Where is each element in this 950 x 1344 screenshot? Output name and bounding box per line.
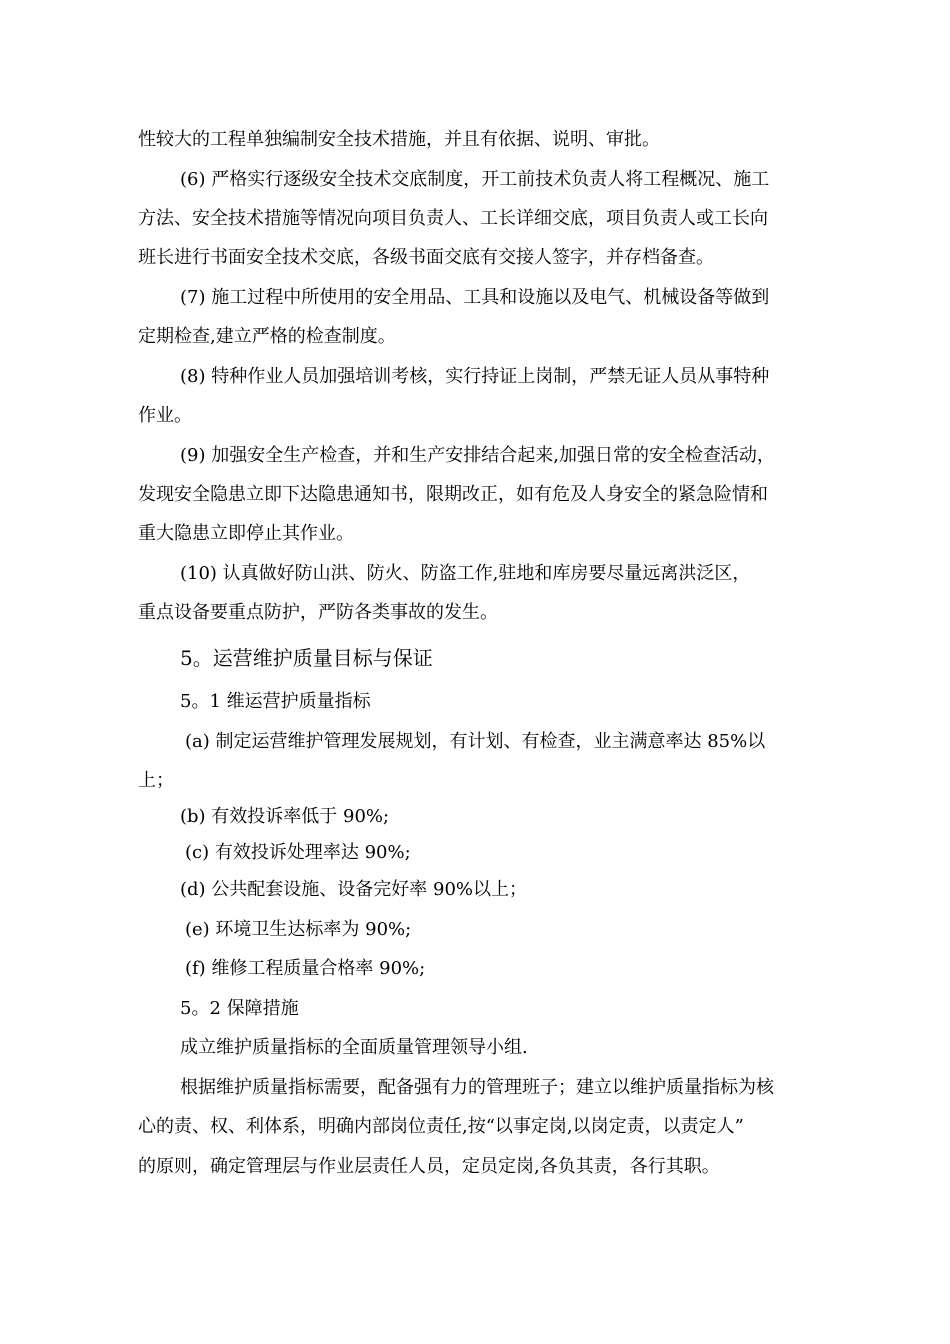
subsection-heading: 5。2 保障措施 bbox=[180, 998, 299, 1019]
text-line: 发现安全隐患立即下达隐患通知书，限期改正，如有危及人身安全的紧急险情和 bbox=[138, 484, 768, 505]
section-heading: 5。运营维护质量目标与保证 bbox=[180, 646, 433, 670]
text-line: 班长进行书面安全技术交底，各级书面交底有交接人签字，并存档备查。 bbox=[138, 247, 714, 268]
text-line: 重大隐患立即停止其作业。 bbox=[138, 523, 354, 544]
text-line: 成立维护质量指标的全面质量管理领导小组. bbox=[180, 1037, 528, 1058]
text-line: 性较大的工程单独编制安全技术措施，并且有依据、说明、审批。 bbox=[138, 129, 660, 150]
list-item: (b) 有效投诉率低于 90%; bbox=[180, 806, 390, 827]
list-item-continuation: 上； bbox=[138, 770, 174, 791]
text-line: (9) 加强安全生产检查，并和生产安排结合起来,加强日常的安全检查活动， bbox=[180, 445, 775, 466]
list-item: (a) 制定运营维护管理发展规划，有计划、有检查，业主满意率达 85%以 bbox=[185, 731, 766, 752]
text-line: 心的责、权、利体系，明确内部岗位责任,按“以事定岗,以岗定责，以责定人” bbox=[138, 1116, 744, 1137]
text-line: (8) 特种作业人员加强培训考核，实行持证上岗制，严禁无证人员从事特种 bbox=[180, 366, 770, 387]
text-line: 根据维护质量指标需要，配备强有力的管理班子；建立以维护质量指标为核 bbox=[180, 1077, 774, 1098]
text-line: (7) 施工过程中所使用的安全用品、工具和设施以及电气、机械设备等做到 bbox=[180, 287, 770, 308]
list-item: (c) 有效投诉处理率达 90%; bbox=[185, 842, 411, 863]
text-line: 重点设备要重点防护，严防各类事故的发生。 bbox=[138, 602, 498, 623]
text-line: 方法、安全技术措施等情况向项目负责人、工长详细交底，项目负责人或工长向 bbox=[138, 208, 768, 229]
subsection-heading: 5。1 维运营护质量指标 bbox=[180, 691, 371, 712]
list-item: (f) 维修工程质量合格率 90%; bbox=[185, 958, 426, 979]
list-item: (e) 环境卫生达标率为 90%; bbox=[185, 919, 412, 940]
text-line: (6) 严格实行逐级安全技术交底制度，开工前技术负责人将工程概况、施工 bbox=[180, 169, 770, 190]
text-line: 定期检查,建立严格的检查制度。 bbox=[138, 326, 396, 347]
text-line: 作业。 bbox=[138, 405, 192, 426]
text-line: 的原则，确定管理层与作业层责任人员，定员定岗,各负其责，各行其职。 bbox=[138, 1156, 720, 1177]
text-line: (10) 认真做好防山洪、防火、防盗工作,驻地和库房要尽量远离洪泛区， bbox=[180, 563, 751, 584]
list-item: (d) 公共配套设施、设备完好率 90%以上； bbox=[180, 879, 528, 900]
